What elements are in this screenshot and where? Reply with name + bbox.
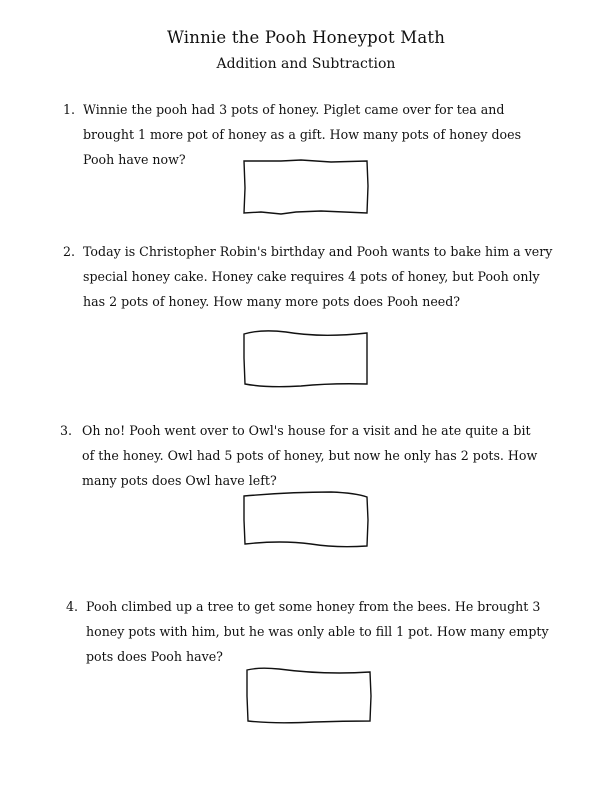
- question-number: 3.: [60, 423, 73, 438]
- answer-box-2[interactable]: [241, 328, 371, 390]
- question-text: Oh no! Pooh went over to Owl's house for a visit and he ate quite a bit of the honey. Owl had 5 pots of honey, but now he only has 2 pots. How many pots does Owl have left?: [82, 423, 538, 488]
- question-text: Today is Christopher Robin's birthday and Pooh wants to bake him a very special honey cake. Honey cake requires 4 pots of honey, but Pooh only has 2 pots of honey. How many more pots does Pooh need?: [83, 244, 553, 309]
- question-4: [66, 594, 561, 669]
- worksheet-title: Winnie the Pooh Honeypot Math: [166, 28, 446, 47]
- answer-box-4[interactable]: [244, 666, 374, 726]
- worksheet-subtitle: Addition and Subtraction: [216, 56, 396, 72]
- question-text: Pooh climbed up a tree to get some honey from the bees. He brought 3 honey pots with him, but he was only able to fill 1 pot. How many empty pots does Pooh have?: [86, 599, 549, 664]
- question-text: Winnie the pooh had 3 pots of honey. Piglet came over for tea and brought 1 more pot of honey as a gift. How many pots of honey does Pooh have now?: [83, 102, 522, 167]
- question-number: 1.: [63, 102, 76, 117]
- answer-box-3[interactable]: [241, 490, 371, 550]
- question-number: 4.: [66, 599, 79, 614]
- question-3: [60, 418, 545, 493]
- answer-box-1[interactable]: [241, 158, 371, 216]
- question-2: [63, 239, 558, 314]
- question-number: 2.: [63, 244, 76, 259]
